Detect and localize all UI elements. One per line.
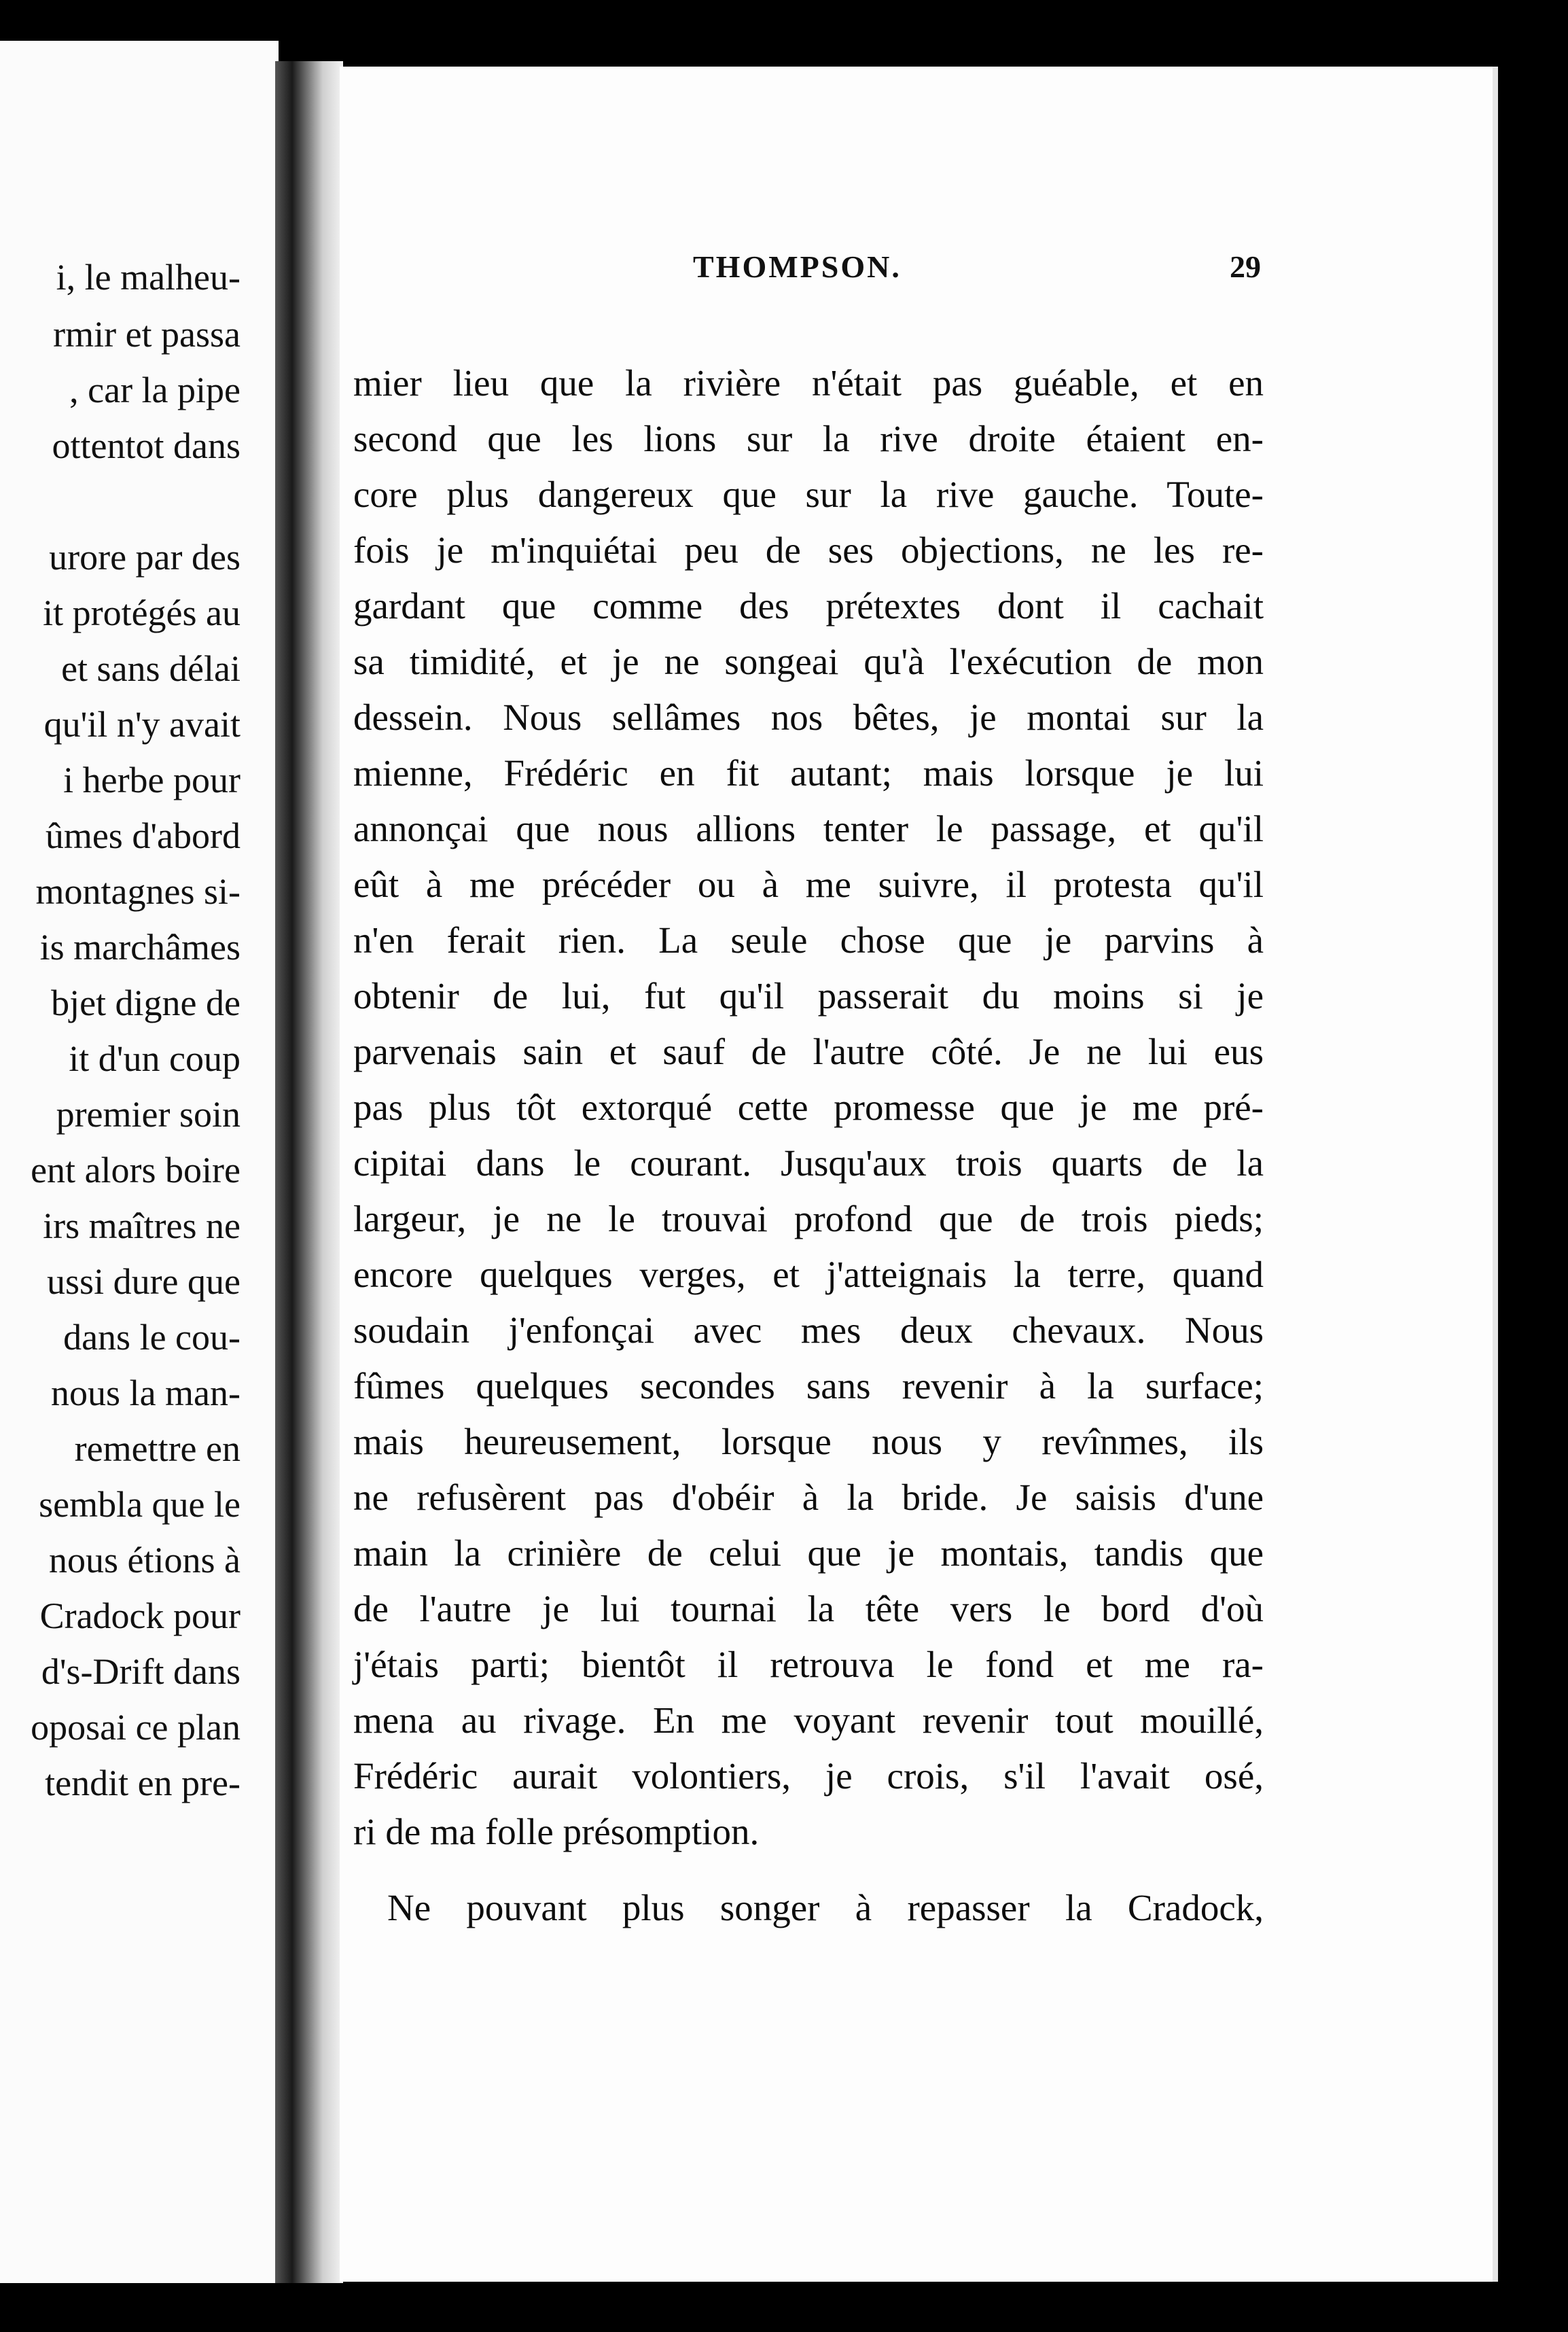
left-line: sembla que le: [39, 1484, 240, 1525]
left-line: d's-Drift dans: [41, 1651, 240, 1692]
text-line: mier lieu que la rivière n'était pas guéable, et en: [353, 362, 1264, 404]
page-number: 29: [1230, 249, 1261, 284]
left-line: qu'il n'y avait: [43, 704, 240, 745]
left-line: urore par des: [49, 537, 240, 578]
left-line: Cradock pour: [39, 1595, 240, 1636]
left-line: , car la pipe: [69, 370, 240, 410]
text-line: obtenir de lui, fut qu'il passerait du moins si je: [353, 975, 1264, 1017]
left-line: ûmes d'abord: [45, 815, 240, 856]
left-line: ussi dure que: [47, 1261, 240, 1302]
right-page: [340, 67, 1498, 2282]
text-line: pas plus tôt extorqué cette promesse que je me pré-: [353, 1086, 1264, 1128]
text-line: fois je m'inquiétai peu de ses objections, ne les re-: [353, 529, 1264, 571]
left-line: i herbe pour: [63, 760, 240, 800]
text-line: dessein. Nous sellâmes nos bêtes, je montai sur la: [353, 696, 1264, 738]
text-line: largeur, je ne le trouvai profond que de trois pieds;: [353, 1198, 1264, 1239]
running-title: THOMPSON.: [693, 249, 902, 284]
text-line: parvenais sain et sauf de l'autre côté. Je ne lui eus: [353, 1031, 1264, 1072]
text-line: annonçai que nous allions tenter le passage, et qu'il: [353, 808, 1264, 849]
left-line: rmir et passa: [53, 314, 240, 355]
text-line: j'étais parti; bientôt il retrouva le fond et me ra-: [353, 1644, 1264, 1685]
text-line: sa timidité, et je ne songeai qu'à l'exécution de mon: [353, 641, 1264, 682]
text-line: main la crinière de celui que je montais, tandis que: [353, 1532, 1264, 1574]
left-page-fragment: [0, 41, 279, 2283]
left-line: montagnes si-: [35, 871, 240, 912]
left-line: premier soin: [56, 1094, 240, 1135]
left-line: dans le cou-: [63, 1317, 240, 1358]
text-line: eût à me précéder ou à me suivre, il protesta qu'il: [353, 864, 1264, 905]
text-line: n'en ferait rien. La seule chose que je parvins à: [353, 919, 1264, 961]
left-line: oposai ce plan: [31, 1707, 240, 1748]
text-line: Frédéric aurait volontiers, je crois, s'il l'avait osé,: [353, 1755, 1264, 1797]
left-line: it d'un coup: [69, 1038, 240, 1079]
text-line: ne refusèrent pas d'obéir à la bride. Je saisis d'une: [353, 1477, 1264, 1518]
text-line: mena au rivage. En me voyant revenir tout mouillé,: [353, 1699, 1264, 1741]
left-line: irs maîtres ne: [43, 1205, 240, 1246]
text-line: ri de ma folle présomption.: [353, 1811, 760, 1852]
left-line: remettre en: [74, 1428, 240, 1469]
left-line: i, le malheu-: [56, 257, 240, 298]
text-line: soudain j'enfonçai avec mes deux chevaux. Nous: [353, 1309, 1264, 1351]
left-line: tendit en pre-: [45, 1763, 240, 1803]
text-line: core plus dangereux que sur la rive gauche. Toute-: [353, 474, 1264, 515]
left-line: ent alors boire: [31, 1150, 240, 1190]
text-line: second que les lions sur la rive droite étaient en-: [353, 418, 1264, 459]
text-line: de l'autre je lui tournai la tête vers le bord d'où: [353, 1588, 1264, 1629]
page-edge: [1493, 67, 1498, 2282]
left-line: et sans délai: [61, 648, 240, 689]
text-line: mienne, Frédéric en fit autant; mais lorsque je lui: [353, 752, 1264, 794]
text-line: mais heureusement, lorsque nous y revînmes, ils: [353, 1421, 1264, 1462]
left-line: is marchâmes: [39, 927, 240, 968]
text-line: fûmes quelques secondes sans revenir à la surface;: [353, 1365, 1264, 1407]
text-line: Ne pouvant plus songer à repasser la Cradock,: [387, 1887, 1264, 1928]
left-line: nous la man-: [51, 1373, 240, 1413]
left-line: it protégés au: [43, 593, 240, 633]
book-gutter: [275, 61, 343, 2283]
text-line: encore quelques verges, et j'atteignais la terre, quand: [353, 1254, 1264, 1295]
text-line: cipitai dans le courant. Jusqu'aux trois quarts de la: [353, 1142, 1264, 1184]
left-line: ottentot dans: [52, 425, 240, 466]
text-line: gardant que comme des prétextes dont il cachait: [353, 585, 1264, 626]
left-line: nous étions à: [49, 1540, 240, 1580]
left-line: bjet digne de: [51, 983, 240, 1023]
